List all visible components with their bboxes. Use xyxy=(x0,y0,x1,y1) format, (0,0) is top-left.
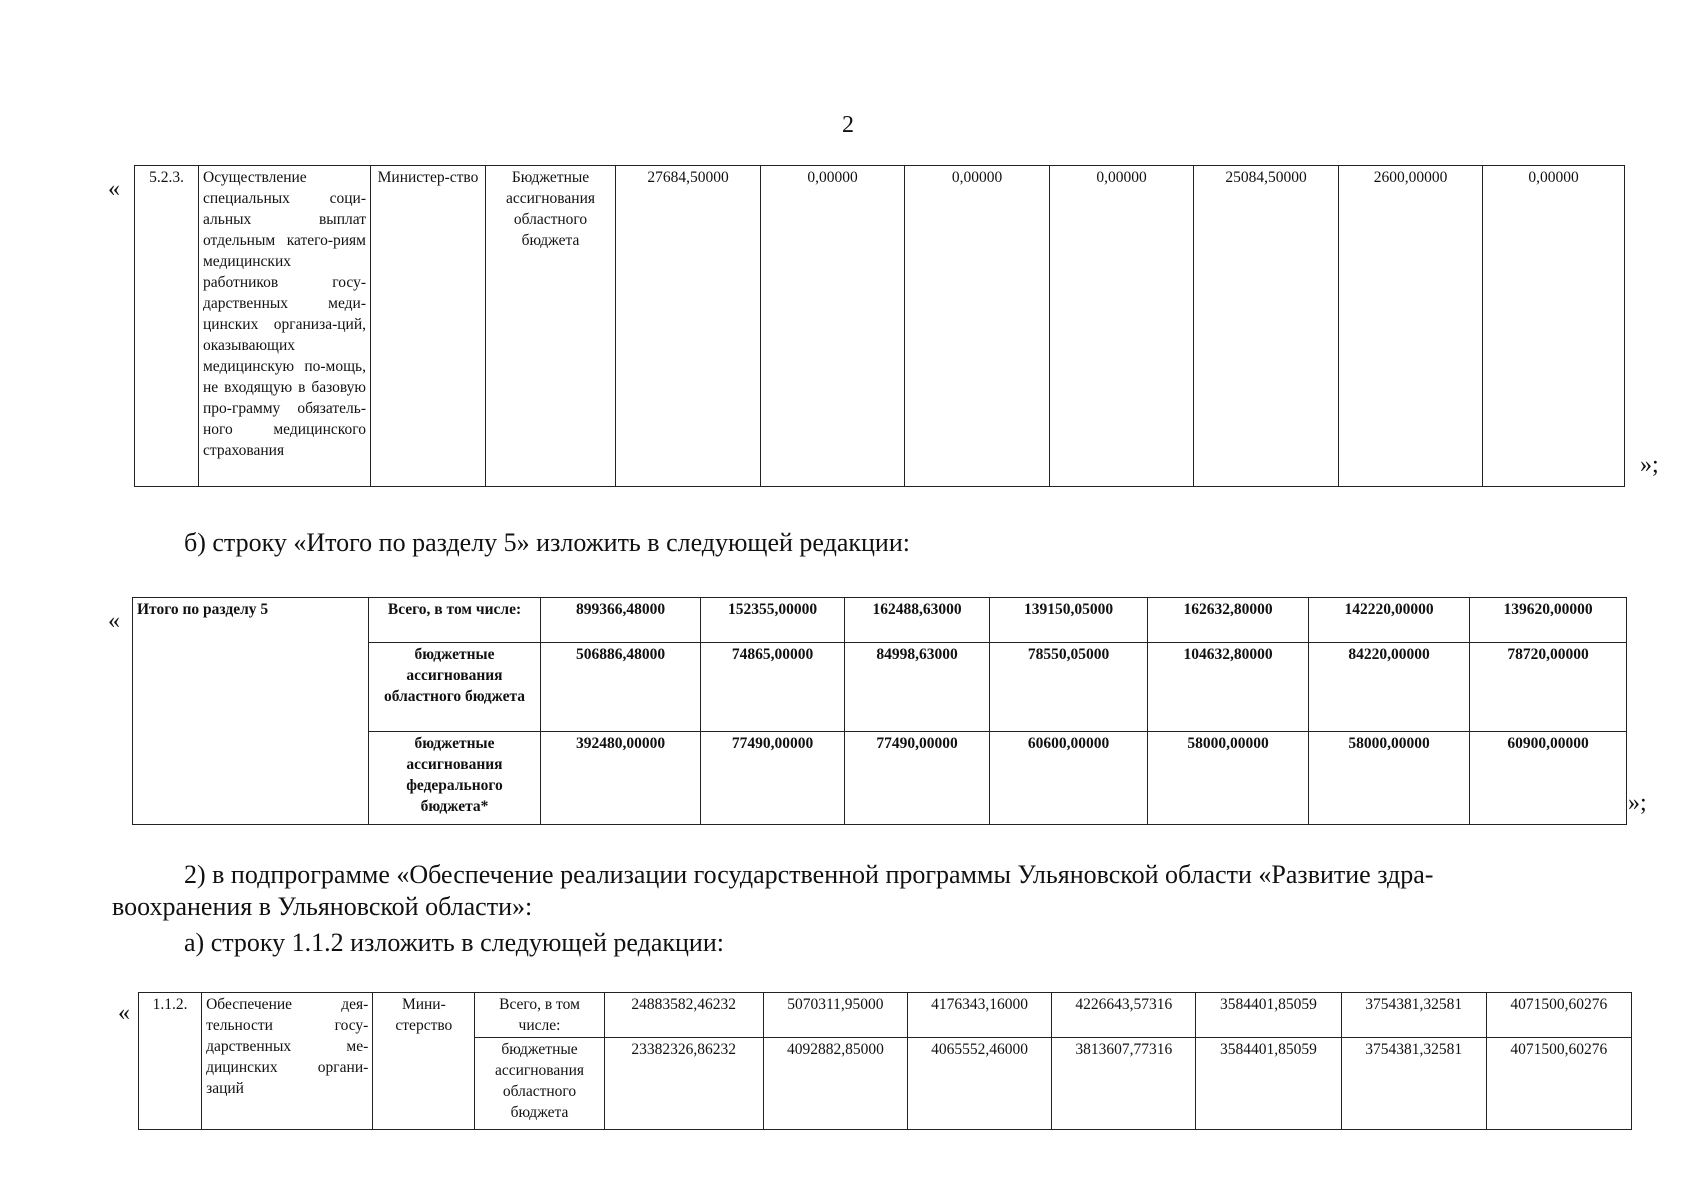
value-cell: 0,00000 xyxy=(1050,166,1194,487)
value-cell: 24883582,46232 xyxy=(604,993,763,1038)
row-number: 1.1.2. xyxy=(139,993,202,1130)
value-cell: 0,00000 xyxy=(761,166,905,487)
paragraph-b: б) строку «Итого по разделу 5» изложить в следующей редакции: xyxy=(184,528,910,557)
value-cell: 142220,00000 xyxy=(1309,598,1470,643)
value-cell: 84220,00000 xyxy=(1309,642,1470,731)
value-cell: 4226643,57316 xyxy=(1052,993,1196,1038)
row-executor: Мини-стерство xyxy=(373,993,475,1130)
row-source: Всего, в том числе: xyxy=(475,993,604,1038)
value-cell: 4092882,85000 xyxy=(763,1038,907,1130)
row-source: бюджетные ассигнования областного бюджета xyxy=(475,1038,604,1130)
value-cell: 2600,00000 xyxy=(1339,166,1483,487)
value-cell: 0,00000 xyxy=(905,166,1050,487)
page-number: 2 xyxy=(842,112,854,138)
value-cell: 4065552,46000 xyxy=(907,1038,1051,1130)
value-cell: 392480,00000 xyxy=(541,731,701,824)
value-cell: 0,00000 xyxy=(1483,166,1625,487)
row-source: Всего, в том числе: xyxy=(369,598,541,643)
quote-open-2: « xyxy=(108,608,120,634)
value-cell: 74865,00000 xyxy=(701,642,845,731)
row-source: бюджетные ассигнования федерального бюджета* xyxy=(369,731,541,824)
row-name: Обеспечение дея-тельности госу-дарственных ме-дицинских органи-заций xyxy=(202,993,373,1130)
quote-close-2: »; xyxy=(1628,790,1647,816)
row-executor: Министер-ство xyxy=(371,166,486,487)
row-name: Осуществление специальных соци-альных выплат отдельным катего-риям медицинских работников госу-дарственных меди-цинских организа-ций, оказывающих медицинскую по-мощь, не входящую в базовую про-грамму обязатель-ного медицинского страхования xyxy=(199,166,371,487)
value-cell: 104632,80000 xyxy=(1148,642,1309,731)
value-cell: 139620,00000 xyxy=(1470,598,1627,643)
row-source: Бюджетные ассигнования областного бюджета xyxy=(486,166,616,487)
value-cell: 77490,00000 xyxy=(845,731,990,824)
value-cell: 3754381,32581 xyxy=(1341,993,1486,1038)
row-source: бюджетные ассигнования областного бюджета xyxy=(369,642,541,731)
value-cell: 4071500,60276 xyxy=(1486,993,1631,1038)
value-cell: 3754381,32581 xyxy=(1341,1038,1486,1130)
value-cell: 162632,80000 xyxy=(1148,598,1309,643)
value-cell: 78550,05000 xyxy=(990,642,1148,731)
value-cell: 162488,63000 xyxy=(845,598,990,643)
value-cell: 84998,63000 xyxy=(845,642,990,731)
value-cell: 23382326,86232 xyxy=(604,1038,763,1130)
quote-open-1: « xyxy=(108,176,120,202)
paragraph-2-line-2: воохранения в Ульяновской области»: xyxy=(112,892,533,921)
value-cell: 4176343,16000 xyxy=(907,993,1051,1038)
value-cell: 5070311,95000 xyxy=(763,993,907,1038)
value-cell: 58000,00000 xyxy=(1148,731,1309,824)
table-row-5-2-3 xyxy=(134,165,1625,487)
value-cell: 139150,05000 xyxy=(990,598,1148,643)
value-cell: 60600,00000 xyxy=(990,731,1148,824)
value-cell: 77490,00000 xyxy=(701,731,845,824)
value-cell: 152355,00000 xyxy=(701,598,845,643)
value-cell: 506886,48000 xyxy=(541,642,701,731)
value-cell: 899366,48000 xyxy=(541,598,701,643)
value-cell: 60900,00000 xyxy=(1470,731,1627,824)
quote-open-3: « xyxy=(118,1000,130,1026)
value-cell: 25084,50000 xyxy=(1194,166,1339,487)
value-cell: 58000,00000 xyxy=(1309,731,1470,824)
quote-close-1: »; xyxy=(1640,452,1659,478)
total-label: Итого по разделу 5 xyxy=(133,598,369,825)
value-cell: 78720,00000 xyxy=(1470,642,1627,731)
table-total-section-5 xyxy=(132,597,1627,825)
value-cell: 3584401,85059 xyxy=(1196,993,1341,1038)
value-cell: 3813607,77316 xyxy=(1052,1038,1196,1130)
value-cell: 3584401,85059 xyxy=(1196,1038,1341,1130)
value-cell: 27684,50000 xyxy=(616,166,761,487)
table-row-1-1-2 xyxy=(138,992,1632,1130)
paragraph-2-line-1: 2) в подпрограмме «Обеспечение реализации государственной программы Ульяновской области «Развитие здра- xyxy=(184,860,1434,889)
row-number: 5.2.3. xyxy=(135,166,199,487)
value-cell: 4071500,60276 xyxy=(1486,1038,1631,1130)
paragraph-a: а) строку 1.1.2 изложить в следующей редакции: xyxy=(184,928,724,957)
